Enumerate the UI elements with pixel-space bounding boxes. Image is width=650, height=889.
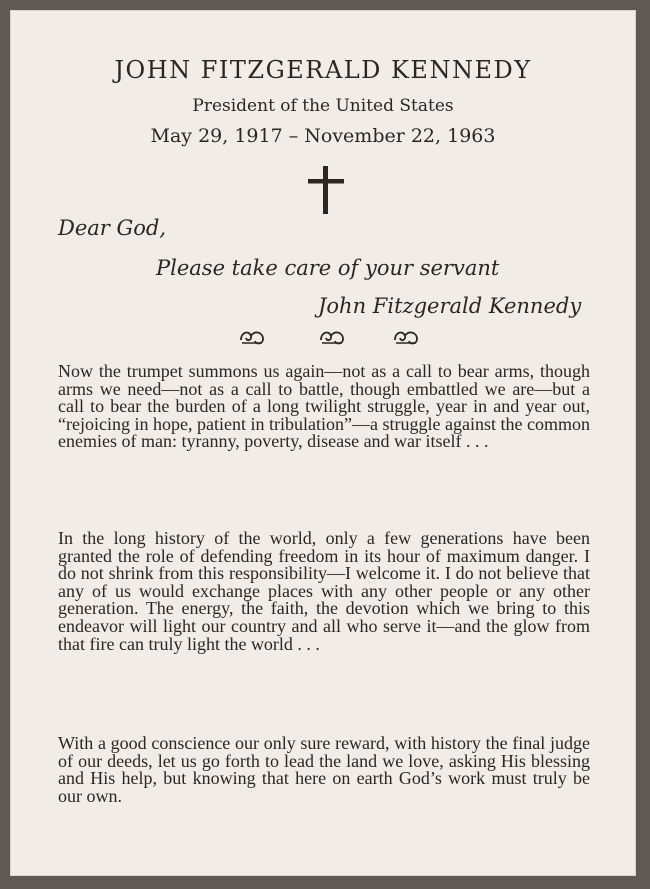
- fleuron-ornament-icon: [392, 326, 420, 348]
- ornament-row: [230, 326, 430, 356]
- prayer-line: Please take care of your servant: [156, 256, 500, 280]
- office-line: President of the United States: [192, 96, 454, 116]
- life-dates: May 29, 1917 – November 22, 1963: [150, 125, 496, 147]
- memorial-card: [10, 10, 636, 876]
- cross-icon: [306, 164, 346, 216]
- fleuron-ornament-icon: [318, 326, 346, 348]
- quote-paragraph-2: In the long history of the world, only a few generations have been granted the role of defending freedom in its hour of maximum danger. I do not shrink from this responsibility—I welcome it. I do not believe that any of us would exchange places with any other people or any other generation. The energy, the faith, the devotion which we bring to this endeavor will light our country and all who serve it—and the glow from that fire can truly light the world . . .: [58, 528, 590, 654]
- signature-name: John Fitzgerald Kennedy: [318, 294, 582, 318]
- quote-paragraph-1: Now the trumpet summons us again—not as a call to bear arms, though arms we need—not as a call to battle, though embattled we are—but a call to bear the burden of a long twilight struggle, year in and year out, “rejoicing in hope, patient in tribulation”—a struggle against the common enemies of man: tyranny, poverty, disease and war itself . . .: [58, 361, 590, 452]
- salutation: Dear God,: [58, 216, 167, 240]
- fleuron-ornament-icon: [238, 326, 266, 348]
- quote-paragraph-3: With a good conscience our only sure reward, with history the final judge of our deeds, let us go forth to lead the land we love, asking His blessing and His help, but knowing that here on earth God’s work must truly be our own.: [58, 733, 590, 806]
- card-title: JOHN FITZGERALD KENNEDY: [114, 56, 532, 84]
